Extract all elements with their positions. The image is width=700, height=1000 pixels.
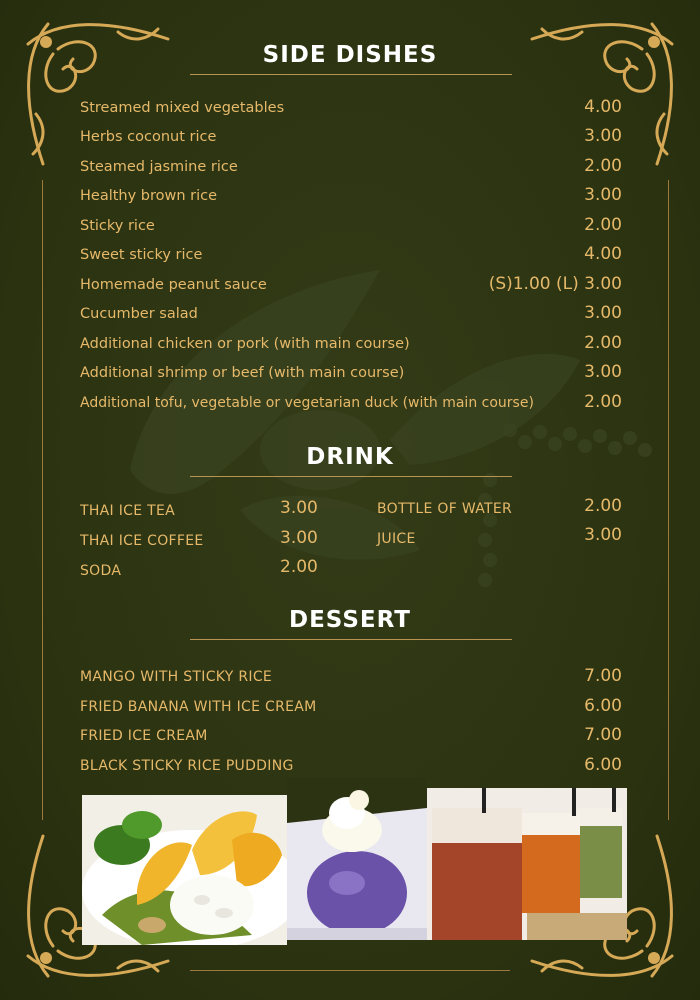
side-dish-price: 2.00 xyxy=(584,333,622,353)
drink-name: BOTTLE OF WATER xyxy=(377,501,513,517)
side-dish-name: Healthy brown rice xyxy=(80,188,218,204)
drink-price: 3.00 xyxy=(280,528,318,548)
drink-heading: DRINK xyxy=(306,444,394,470)
side-dish-price: 4.00 xyxy=(584,97,622,117)
drink-price: 2.00 xyxy=(280,557,318,577)
side-dish-name: Additional chicken or pork (with main course) xyxy=(80,336,410,352)
drink-name: THAI ICE COFFEE xyxy=(80,533,204,549)
side-dish-name: Steamed jasmine rice xyxy=(80,159,238,175)
side-dish-name: Sweet sticky rice xyxy=(80,247,203,263)
drink-rule xyxy=(190,476,512,477)
side-dish-price: 2.00 xyxy=(584,156,622,176)
side-dish-name: Streamed mixed vegetables xyxy=(80,100,285,116)
side-dish-price: 2.00 xyxy=(584,215,622,235)
drink-name: SODA xyxy=(80,563,122,579)
side-dish-price: (S)1.00 (L) 3.00 xyxy=(488,274,622,294)
side-dishes-rule xyxy=(190,74,512,75)
frame-left-line xyxy=(42,180,43,820)
drink-name: JUICE xyxy=(377,531,416,547)
side-dish-name: Sticky rice xyxy=(80,218,155,234)
dessert-name: FRIED BANANA WITH ICE CREAM xyxy=(80,699,317,715)
side-dish-name: Cucumber salad xyxy=(80,306,198,322)
side-dish-price: 3.00 xyxy=(584,185,622,205)
side-dishes-heading: SIDE DISHES xyxy=(262,42,438,68)
side-dish-name: Additional tofu, vegetable or vegetarian duck (with main course) xyxy=(80,395,534,411)
mango-sticky-rice-photo xyxy=(82,795,287,945)
side-dish-name: Homemade peanut sauce xyxy=(80,277,267,293)
side-dish-price: 3.00 xyxy=(584,362,622,382)
dessert-name: MANGO WITH STICKY RICE xyxy=(80,669,273,685)
side-dish-price: 3.00 xyxy=(584,126,622,146)
dessert-price: 6.00 xyxy=(584,696,622,716)
side-dish-name: Herbs coconut rice xyxy=(80,129,217,145)
frame-bottom-line xyxy=(190,970,510,971)
dessert-price: 6.00 xyxy=(584,755,622,775)
purple-ice-cream-photo xyxy=(287,778,427,940)
dessert-name: BLACK STICKY RICE PUDDING xyxy=(80,758,294,774)
dessert-price: 7.00 xyxy=(584,725,622,745)
side-dish-name: Additional shrimp or beef (with main course) xyxy=(80,365,405,381)
drink-price: 3.00 xyxy=(584,525,622,545)
side-dish-price: 4.00 xyxy=(584,244,622,264)
frame-right-line xyxy=(668,180,669,820)
dessert-heading: DESSERT xyxy=(289,607,411,633)
thai-iced-drinks-photo xyxy=(427,788,627,940)
dessert-name: FRIED ICE CREAM xyxy=(80,728,208,744)
drink-name: THAI ICE TEA xyxy=(80,503,176,519)
dessert-rule xyxy=(190,639,512,640)
side-dish-price: 3.00 xyxy=(584,303,622,323)
drink-price: 2.00 xyxy=(584,496,622,516)
dessert-price: 7.00 xyxy=(584,666,622,686)
side-dish-price: 2.00 xyxy=(584,392,622,412)
drink-price: 3.00 xyxy=(280,498,318,518)
